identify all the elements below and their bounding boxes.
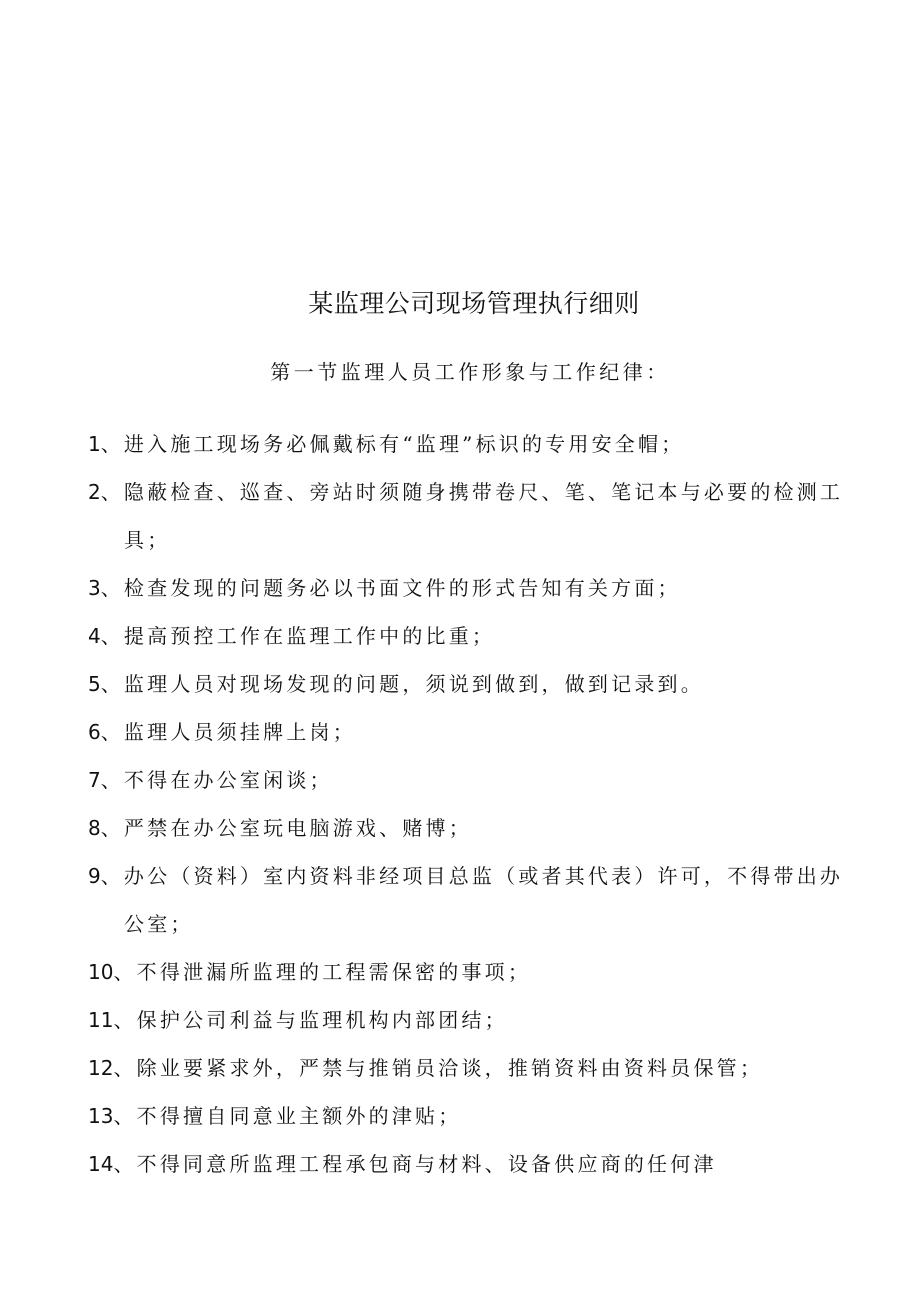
rule-item-9 <box>88 852 848 948</box>
rule-number: 8 <box>88 816 101 840</box>
rule-item-13 <box>88 1092 848 1140</box>
rule-text: 、检查发现的问题务必以书面文件的形式告知有关方面； <box>100 576 681 600</box>
rule-text: 、不得同意所监理工程承包商与材料、设备供应商的任何津 <box>113 1152 717 1176</box>
rule-text: 、隐蔽检查、巡查、旁站时须随身携带卷尺、笔、笔记本与必要的检测工 <box>100 480 844 504</box>
document-title: 某监理公司现场管理执行细则 <box>308 289 640 318</box>
rule-number: 4 <box>88 624 101 648</box>
section-title: 第一节监理人员工作形象与工作纪律： <box>270 360 670 384</box>
rule-text: 、保护公司利益与监理机构内部团结； <box>113 1008 508 1032</box>
rules-list <box>88 420 848 1188</box>
rule-text: 、除业要紧求外，严禁与推销员洽谈，推销资料由资料员保管； <box>113 1056 764 1080</box>
rule-item-5 <box>88 660 848 708</box>
rule-text: 、不得擅自同意业主额外的津贴； <box>113 1104 462 1128</box>
rule-item-12 <box>88 1044 848 1092</box>
rule-item-14 <box>88 1140 848 1188</box>
rule-text: 、监理人员须挂牌上岗； <box>100 720 356 744</box>
rule-number: 12 <box>88 1056 114 1080</box>
rule-item-2 <box>88 468 848 564</box>
rule-text: 、进入施工现场务必佩戴标有“监理”标识的专用安全帽； <box>100 432 685 456</box>
rule-item-6 <box>88 708 848 756</box>
rule-text: 、提高预控工作在监理工作中的比重； <box>100 624 496 648</box>
rule-item-8 <box>88 804 848 852</box>
rule-item-11 <box>88 996 848 1044</box>
rule-number: 5 <box>88 672 101 696</box>
rule-number: 13 <box>88 1104 114 1128</box>
rule-number: 6 <box>88 720 101 744</box>
rule-text-continuation: 公室； <box>124 912 194 936</box>
rule-text: 、不得泄漏所监理的工程需保密的事项； <box>113 960 532 984</box>
rule-text: 、不得在办公室闲谈； <box>100 768 333 792</box>
rule-number: 10 <box>88 960 114 984</box>
rule-item-4 <box>88 612 848 660</box>
rule-number: 3 <box>88 576 101 600</box>
rule-text-continuation: 具； <box>124 528 171 552</box>
rule-text: 、监理人员对现场发现的问题，须说到做到，做到记录到。 <box>100 672 704 696</box>
rule-text: 、办公（资料）室内资料非经项目总监（或者其代表）许可，不得带出办 <box>100 864 844 888</box>
rule-text: 、严禁在办公室玩电脑游戏、赌博； <box>100 816 472 840</box>
rule-number: 7 <box>88 768 101 792</box>
rule-number: 1 <box>88 432 101 456</box>
rule-item-7 <box>88 756 848 804</box>
rule-item-1 <box>88 420 848 468</box>
rule-number: 14 <box>88 1152 114 1176</box>
rule-number: 2 <box>88 480 101 504</box>
rule-number: 9 <box>88 864 101 888</box>
rule-item-10 <box>88 948 848 996</box>
rule-item-3 <box>88 564 848 612</box>
rule-number: 11 <box>88 1008 114 1032</box>
